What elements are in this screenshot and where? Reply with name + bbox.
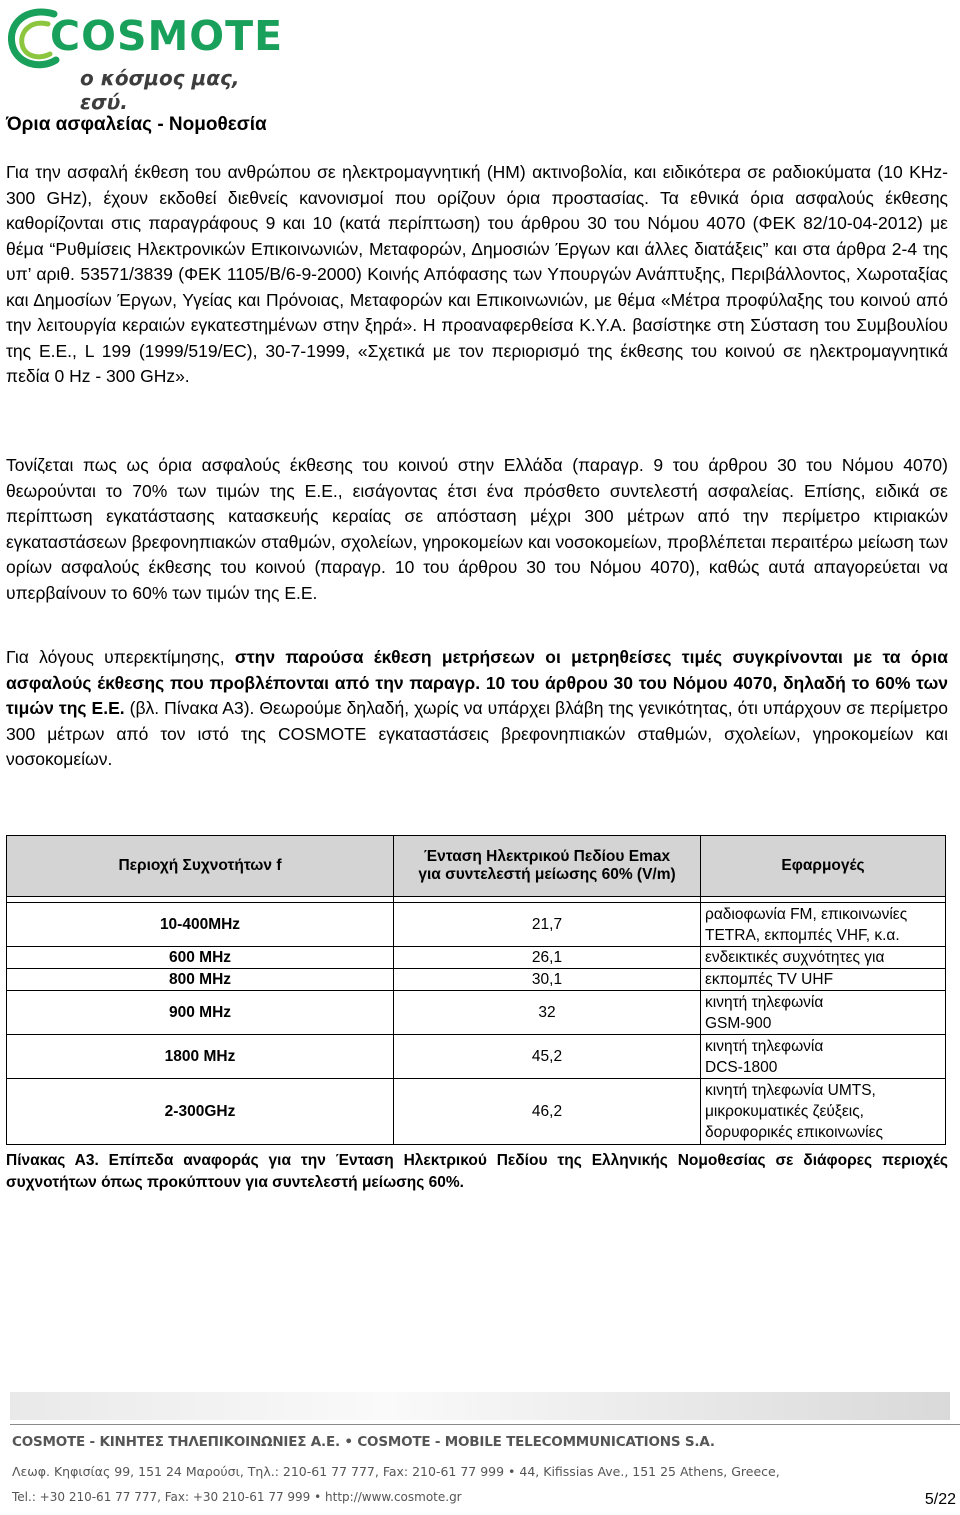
cell-frequency: 900 MHz xyxy=(7,991,394,1035)
cell-frequency: 10-400MHz xyxy=(7,903,394,947)
page-number: 5/22 xyxy=(924,1491,956,1508)
footer-company: COSMOTE - ΚΙΝΗΤΕΣ ΤΗΛΕΠΙΚΟΙΝΩΝΙΕΣ Α.Ε. • COSMOTE - MOBILE TELECOMMUNICATIONS S.A. xyxy=(12,1434,715,1450)
app-line: μικροκυματικές ζεύξεις, xyxy=(705,1103,864,1120)
cell-frequency: 1800 MHz xyxy=(7,1035,394,1079)
cell-frequency: 2-300GHz xyxy=(7,1079,394,1145)
cell-emax: 46,2 xyxy=(394,1079,701,1145)
table-caption: Πίνακας Α3. Επίπεδα αναφοράς για την Ένταση Ηλεκτρικού Πεδίου της Ελληνικής Νομοθεσίας σε διάφορες περιοχές συχνοτήτων όπως προκύπτουν για συντελεστή μείωσης 60%. xyxy=(6,1152,948,1191)
app-line: GSM-900 xyxy=(705,1014,772,1032)
cell-application: ενδεικτικές συχνότητες για xyxy=(701,947,946,969)
page-title: Όρια ασφαλείας - Νομοθεσία xyxy=(6,114,267,135)
app-line: κινητή τηλεφωνία UMTS, xyxy=(705,1082,876,1099)
cell-emax: 21,7 xyxy=(394,903,701,947)
footer-address: Λεωφ. Κηφισίας 99, 151 24 Μαρούσι, Tηλ.: 210-61 77 777, Fax: 210-61 77 999 • 44, Kifissias Ave., 151 25 Athens, Greece, xyxy=(12,1464,780,1479)
paragraph-overestimation-start: Για λόγους υπερεκτίμησης, xyxy=(6,647,235,667)
table-row xyxy=(7,1035,946,1079)
table-row xyxy=(7,903,946,947)
paragraph-limits: Τονίζεται πως ως όρια ασφαλούς έκθεσης του κοινού στην Ελλάδα (παραγρ. 9 του άρθρου 30 του Νόμου 4070) θεωρούνται το 70% των τιμών της Ε.Ε., εισάγοντας έτσι ένα πρόσθετο συντελεστή ασφαλείας. Επίσης, ειδικά σε περίπτωση εγκατάστασης κατασκευής κεραίας σε απόσταση μέχρι 300 μέτρων από την περίμετρο κτιριακών εγκαταστάσεων βρεφονηπιακών σταθμών, σχολείων, γηροκομείων και νοσοκομείων, προβλέπεται περαιτέρω μείωση των ορίων ασφαλούς έκθεσης του κοινού (παραγρ. 10 του άρθρου 30 του Νόμου 4070), καθώς αυτά απαγορεύεται να υπερβαίνουν το 60% των τιμών της Ε.Ε. xyxy=(6,455,948,603)
cell-emax: 30,1 xyxy=(394,969,701,991)
app-line: ραδιοφωνία FM, επικοινωνίες xyxy=(705,905,908,923)
app-line: δορυφορικές επικοινωνίες xyxy=(705,1124,884,1141)
cell-emax: 26,1 xyxy=(394,947,701,969)
footer-contact: Tel.: +30 210-61 77 777, Fax: +30 210-61 77 999 • http://www.cosmote.gr xyxy=(12,1490,462,1504)
table-row xyxy=(7,1079,946,1145)
cell-application xyxy=(701,1035,946,1079)
cell-emax: 45,2 xyxy=(394,1035,701,1079)
limits-table xyxy=(6,835,946,1145)
table-row xyxy=(7,969,946,991)
cell-application xyxy=(701,991,946,1035)
table-header-row xyxy=(7,836,946,897)
header-applications: Εφαρμογές xyxy=(701,836,946,897)
footer-band xyxy=(10,1392,950,1420)
brand-tagline: ο κόσμος μας, εσύ. xyxy=(80,66,240,114)
page-footer xyxy=(0,1388,960,1515)
header-emax-line1: Ένταση Ηλεκτρικού Πεδίου Emax xyxy=(423,848,671,865)
paragraph-overestimation-end: (βλ. Πίνακα Α3). Θεωρούμε δηλαδή, χωρίς να υπάρχει βλάβη της γενικότητας, ότι υπάρχουν σε περίμετρο 300 μέτρων από τον ιστό της COSMOTE εγκαταστάσεις βρεφονηπιακών σταθμών, σχολείων, γηροκομείων και νοσοκομείων. xyxy=(6,698,948,769)
app-line: κινητή τηλεφωνία xyxy=(705,993,824,1011)
cell-application xyxy=(701,903,946,947)
app-line: DCS-1800 xyxy=(705,1058,778,1076)
app-line: κινητή τηλεφωνία xyxy=(705,1037,824,1055)
cell-application xyxy=(701,1079,946,1145)
header-emax xyxy=(394,836,701,897)
paragraph-intro: Για την ασφαλή έκθεση του ανθρώπου σε ηλεκτρομαγνητική (ΗΜ) ακτινοβολία, και ειδικότερα σε ραδιοκύματα (10 KHz-300 GHz), έχουν εκδοθεί διεθνείς κανονισμοί που ορίζουν όρια προστασίας. Τα εθνικά όρια ασφαλούς έκθεσης καθορίζονται στις παραγράφους 9 και 10 (κατά περίπτωση) του άρθρου 30 του Νόμου 4070 (ΦΕΚ 82/10-04-2012) με θέμα “Ρυθμίσεις Ηλεκτρονικών Επικοινωνιών, Μεταφορών, Δημοσιών Έργων και άλλες διατάξεις” και στα άρθρα 2-4 της υπ’ αριθ. 53571/3839 (ΦΕΚ 1105/Β/6-9-2000) Κοινής Απόφασης των Υπουργών Ανάπτυξης, Περιβάλλοντος, Χωροταξίας και Δημοσίων Έργων, Υγείας και Πρόνοιας, Μεταφορών και Επικοινωνιών, με θέμα «Μέτρα προφύλαξης του κοινού από την λειτουργία κεραιών εγκατεστημένων στην ξηρά». Η προαναφερθείσα Κ.Υ.Α. βασίστηκε στη Σύσταση του Συμβουλίου της Ε.Ε., L 199 (1999/519/EC), 30-7-1999, «Σχετικά με τον περιορισμό της έκθεσης του κοινού σε ηλεκτρομαγνητικά πεδία 0 Hz - 300 GHz». xyxy=(6,162,948,386)
paragraph-overestimation xyxy=(6,645,948,773)
cell-emax: 32 xyxy=(394,991,701,1035)
header-frequency: Περιοχή Συχνοτήτων f xyxy=(7,836,394,897)
app-line: TETRA, εκπομπές VHF, κ.α. xyxy=(705,926,900,944)
brand-name: COSMOTE xyxy=(50,12,284,60)
cell-frequency: 800 MHz xyxy=(7,969,394,991)
table-row xyxy=(7,991,946,1035)
paragraph-overestimation-bold: στην παρούσα έκθεση μετρήσεων οι μετρηθείσες τιμές συγκρίνονται με τα όρια ασφαλούς έκθεσης που προβλέπονται από την παραγρ. 10 του άρθρου 30 του Νόμου 4070, δηλαδή το 60% των τιμών της Ε.Ε. xyxy=(6,647,948,718)
cell-application: εκπομπές TV UHF xyxy=(701,969,946,991)
table-row xyxy=(7,947,946,969)
header-emax-line2: για συντελεστή μείωσης 60% (V/m) xyxy=(418,866,676,883)
cosmote-logo xyxy=(6,4,284,114)
footer-divider xyxy=(10,1424,960,1425)
cell-frequency: 600 MHz xyxy=(7,947,394,969)
